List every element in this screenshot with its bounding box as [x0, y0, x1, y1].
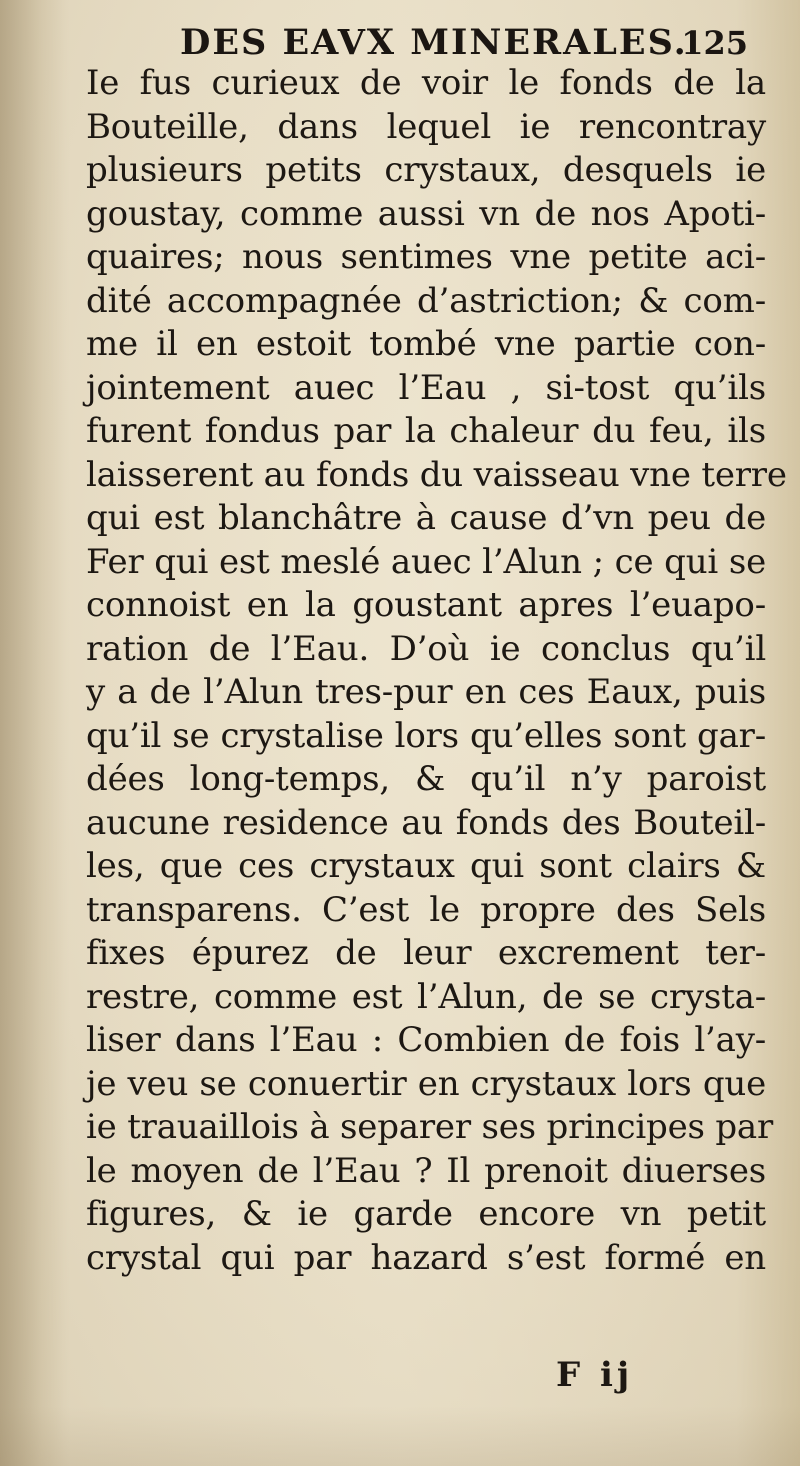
- text-line: crystal qui par hazard s’est formé en: [86, 1237, 766, 1278]
- text-line: le moyen de l’Eau ? Il prenoit diuerses: [86, 1150, 766, 1191]
- text-line: fixes épurez de leur excrement ter-: [86, 933, 766, 973]
- page-number: 125: [681, 24, 748, 62]
- text-line: ie trauaillois à separer ses principes par: [86, 1107, 774, 1147]
- text-line: liser dans l’Eau : Combien de fois l’ay-: [86, 1020, 766, 1060]
- text-line: ration de l’Eau. D’où ie conclus qu’il: [86, 628, 766, 669]
- text-line: plusieurs petits crystaux, desquels ie: [86, 150, 766, 190]
- text-line: y a de l’Alun tres-pur en ces Eaux, puis: [86, 672, 766, 712]
- text-line: qui est blanchâtre à cause d’vn peu de: [86, 498, 766, 538]
- text-line: furent fondus par la chaleur du feu, ils: [86, 411, 766, 451]
- text-line: Ie fus curieux de voir le fonds de la: [86, 63, 766, 103]
- text-line: goustay, comme aussi vn de nos Apoti-: [86, 193, 766, 234]
- text-line: connoist en la goustant apres l’euapo-: [86, 585, 766, 625]
- text-line: je veu se conuertir en crystaux lors que: [86, 1063, 766, 1104]
- text-line: quaires; nous sentimes vne petite aci-: [86, 237, 766, 277]
- text-line: laisserent au fonds du vaisseau vne terre: [86, 454, 787, 495]
- text-line: Bouteille, dans lequel ie rencontray: [86, 106, 766, 147]
- spine-shadow: [0, 0, 70, 1466]
- signature-mark: F ij: [556, 1355, 634, 1395]
- page-header: [180, 18, 770, 64]
- text-line: jointement auec l’Eau , si-tost qu’ils: [86, 367, 766, 408]
- text-line: figures, & ie garde encore vn petit: [86, 1194, 766, 1234]
- body-text: [86, 62, 787, 1280]
- text-line: aucune residence au fonds des Bouteil-: [86, 802, 766, 843]
- text-line: dité accompagnée d’astriction; & com-: [86, 280, 766, 321]
- text-line: restre, comme est l’Alun, de se crysta-: [86, 976, 766, 1017]
- page-bottom-shade: [0, 1406, 800, 1466]
- text-line: qu’il se crystalise lors qu’elles sont gar-: [86, 715, 766, 756]
- running-head: DES EAVX MINERALES.: [180, 22, 688, 63]
- text-line: transparens. C’est le propre des Sels: [86, 889, 766, 930]
- text-line: me il en estoit tombé vne partie con-: [86, 324, 766, 364]
- text-line: Fer qui est meslé auec l’Alun ; ce qui se: [86, 541, 766, 582]
- text-line: dées long-temps, & qu’il n’y paroist: [86, 759, 766, 799]
- text-line: les, que ces crystaux qui sont clairs &: [86, 846, 766, 886]
